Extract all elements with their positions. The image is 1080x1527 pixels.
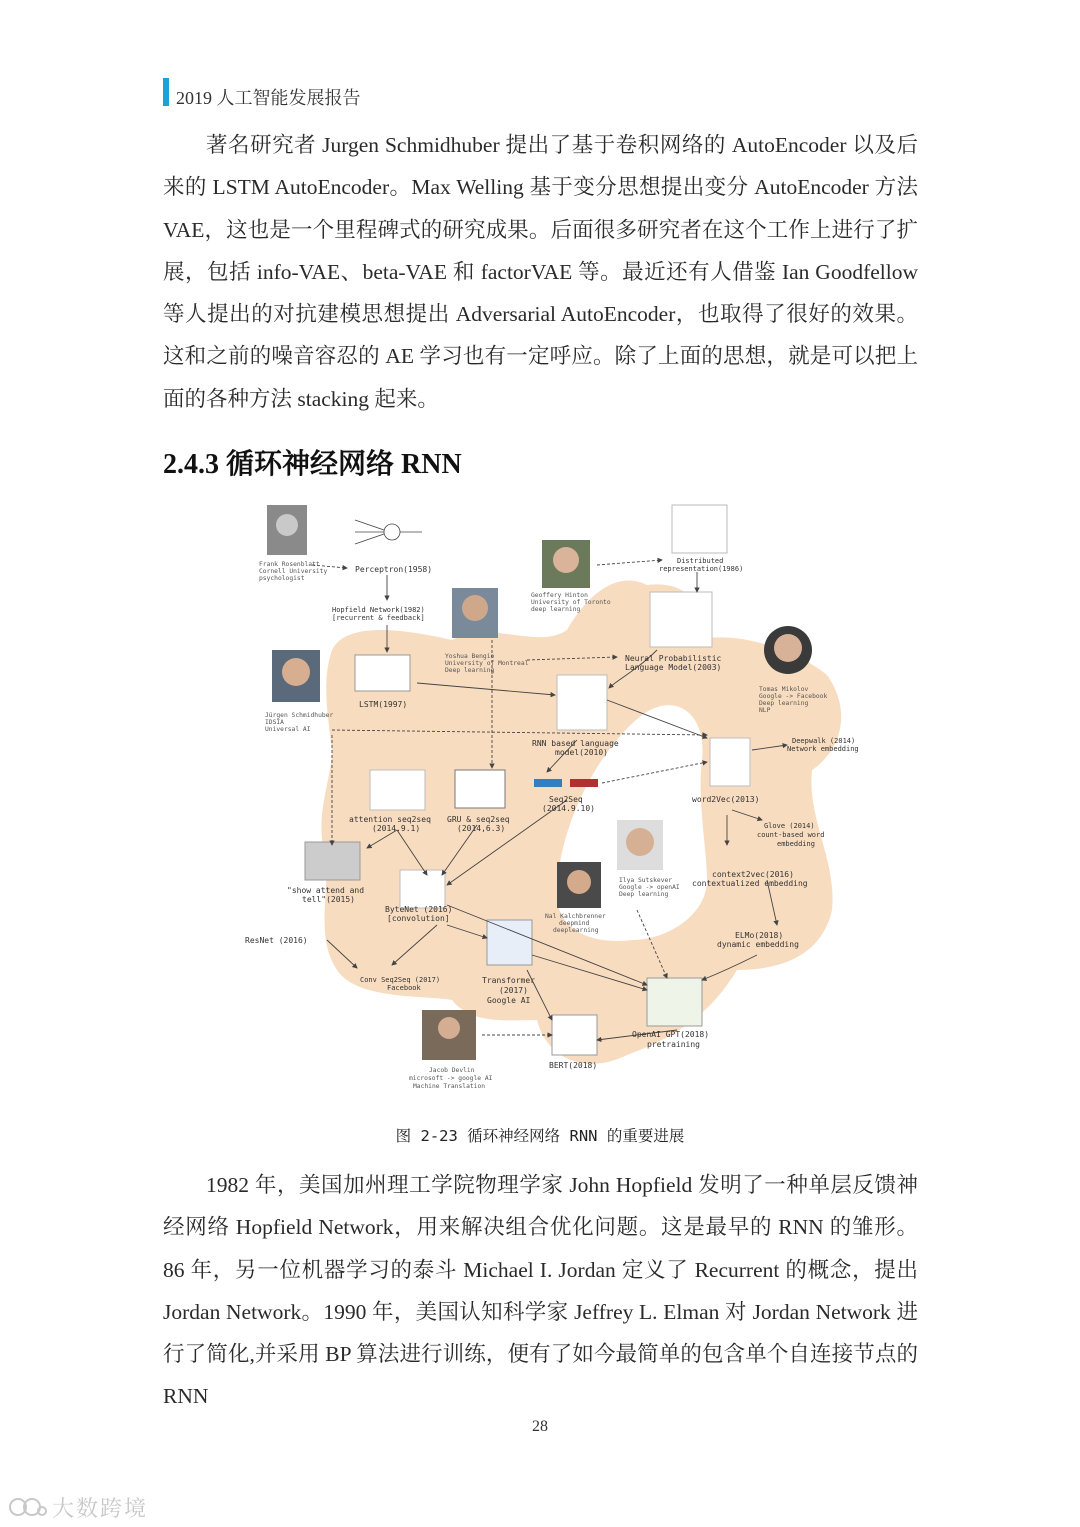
paragraph-autoencoder bbox=[163, 124, 918, 420]
node-resnet: ResNet (2016) bbox=[245, 936, 308, 945]
node-lstm: LSTM(1997) bbox=[359, 700, 408, 709]
photo-sutskever bbox=[617, 820, 663, 870]
node-context2vec: context2vec(2016) contextualized embedding bbox=[692, 870, 808, 888]
page-number: 28 bbox=[532, 1418, 548, 1435]
node-bytenet: ByteNet (2016) [convolution] bbox=[385, 905, 453, 923]
perceptron-sketch bbox=[355, 520, 422, 544]
photo-schmidhuber bbox=[272, 650, 320, 702]
paragraph-rnn-history bbox=[163, 1164, 918, 1418]
transformer-thumbnail bbox=[487, 920, 532, 965]
attention-thumbnail bbox=[370, 770, 425, 810]
lstm-thumbnail bbox=[355, 655, 410, 691]
photo-bengio bbox=[452, 588, 498, 638]
figure-caption: 图 2-23 循环神经网络 RNN 的重要进展 bbox=[395, 1127, 685, 1145]
person-caption-schmidhuber: Jürgen Schmidhuber IDSIA Universal AI bbox=[265, 712, 334, 733]
node-bert: BERT(2018) bbox=[549, 1061, 598, 1070]
word2vec-thumbnail bbox=[710, 738, 750, 786]
nplm-thumbnail bbox=[650, 592, 712, 647]
person-caption-rosenblatt: Frank Rosenblatt Cornell University psychologist bbox=[259, 561, 328, 582]
bytenet-thumbnail bbox=[400, 870, 445, 908]
gru-thumbnail bbox=[455, 770, 505, 808]
rnn-history-figure bbox=[237, 500, 877, 1100]
person-caption-devlin: Jacob Devlin microsoft -> google AI Machine Translation bbox=[409, 1067, 493, 1090]
watermark-logo-icon bbox=[8, 1496, 48, 1524]
node-transformer: Transformer (2017) Google AI bbox=[482, 976, 535, 1005]
photo-kalchbrenner bbox=[557, 862, 601, 908]
photo-devlin bbox=[422, 1010, 476, 1060]
paragraph-text: 著名研究者 Jurgen Schmidhuber 提出了基于卷积网络的 AutoEncoder 以及后来的 LSTM AutoEncoder。Max Welling 基于变分思想提出变分 AutoEncoder 方法 VAE，这也是一个里程碑式的研究成果。后面很多研究者在这个工作上进行了扩展，包括 info-VAE、beta-VAE 和 factorVAE 等。最近还有人借鉴 Ian Goodfellow 等人提出的对抗建模思想提出 Adversarial AutoEncoder，也取得了很好的效果。这和之前的噪音容忍的 AE 学习也有一定呼应。除了上面的思想，就是可以把上面的各种方法 stacking 起来。 bbox=[163, 133, 918, 411]
node-elmo: ELMo(2018) dynamic embedding bbox=[717, 931, 799, 949]
node-rnnlm: RNN based language model(2010) bbox=[532, 739, 619, 757]
node-attention: attention seq2seq (2014.9.1) bbox=[349, 815, 431, 833]
person-caption-kalchbrenner: Nal Kalchbrenner deepmind deeplearning bbox=[545, 913, 606, 934]
node-deepwalk: Deepwalk (2014) Network embedding bbox=[787, 737, 859, 753]
node-nplm: Neural Probabilistic Language Model(2003) bbox=[625, 654, 722, 672]
node-gru: GRU & seq2seq (2014,6.3) bbox=[447, 815, 510, 833]
photo-hinton bbox=[542, 540, 590, 588]
photo-mikolov bbox=[764, 626, 812, 674]
photo-rosenblatt bbox=[267, 505, 307, 555]
node-perceptron: Perceptron(1958) bbox=[355, 565, 433, 574]
rnnlm-thumbnail bbox=[557, 675, 607, 730]
person-caption-hinton: Geoffery Hinton University of Toronto deep learning bbox=[531, 592, 611, 613]
person-caption-bengio: Yoshua Bengio University of Montreal Deep learning bbox=[445, 653, 529, 674]
distributed-thumbnail bbox=[672, 505, 727, 553]
node-seq2seq: Seq2Seq (2014.9.10) bbox=[542, 795, 595, 813]
paragraph-text: 1982 年，美国加州理工学院物理学家 John Hopfield 发明了一种单层反馈神经网络 Hopfield Network，用来解决组合优化问题。这是最早的 RNN 的雏形。86 年，另一位机器学习的泰斗 Michael I. Jordan 定义了 Recurrent 的概念，提出 Jordan Network。1990 年，美国认知科学家 Jeffrey L. Elman 对 Jordan Network 进行了简化,并采用 BP 算法进行训练，便有了如今最简单的包含单个自连接节点的 RNN bbox=[163, 1173, 918, 1409]
node-openai-gpt: OpenAI GPT(2018) pretraining bbox=[632, 1030, 710, 1049]
rnn-history-diagram bbox=[237, 500, 877, 1100]
gpt-thumbnail bbox=[647, 978, 702, 1026]
node-glove: Glove (2014) count-based word embedding bbox=[757, 822, 825, 848]
person-caption-mikolov: Tomas Mikolov Google -> Facebook Deep learning NLP bbox=[759, 686, 828, 714]
watermark bbox=[8, 1492, 148, 1524]
running-header: 2019 人工智能发展报告 bbox=[176, 88, 361, 108]
person-caption-sutskever: Ilya Sutskever Google -> openAI Deep learning bbox=[619, 877, 680, 898]
watermark-text: 大数跨境 bbox=[52, 1497, 149, 1522]
header-accent-bar bbox=[163, 78, 169, 106]
node-word2vec: word2Vec(2013) bbox=[692, 795, 760, 804]
node-hopfield: Hopfield Network(1982) [recurrent & feedback] bbox=[332, 606, 425, 622]
bert-thumbnail bbox=[552, 1015, 597, 1055]
node-distributed: Distributed representation(1986) bbox=[659, 557, 744, 573]
sat-thumbnail bbox=[305, 842, 360, 880]
node-conv-seq2seq: Conv Seq2Seq (2017) Facebook bbox=[360, 976, 441, 992]
node-show-attend-tell: "show attend and tell"(2015) bbox=[287, 886, 365, 904]
section-heading: 2.4.3 循环神经网络 RNN bbox=[163, 449, 462, 480]
